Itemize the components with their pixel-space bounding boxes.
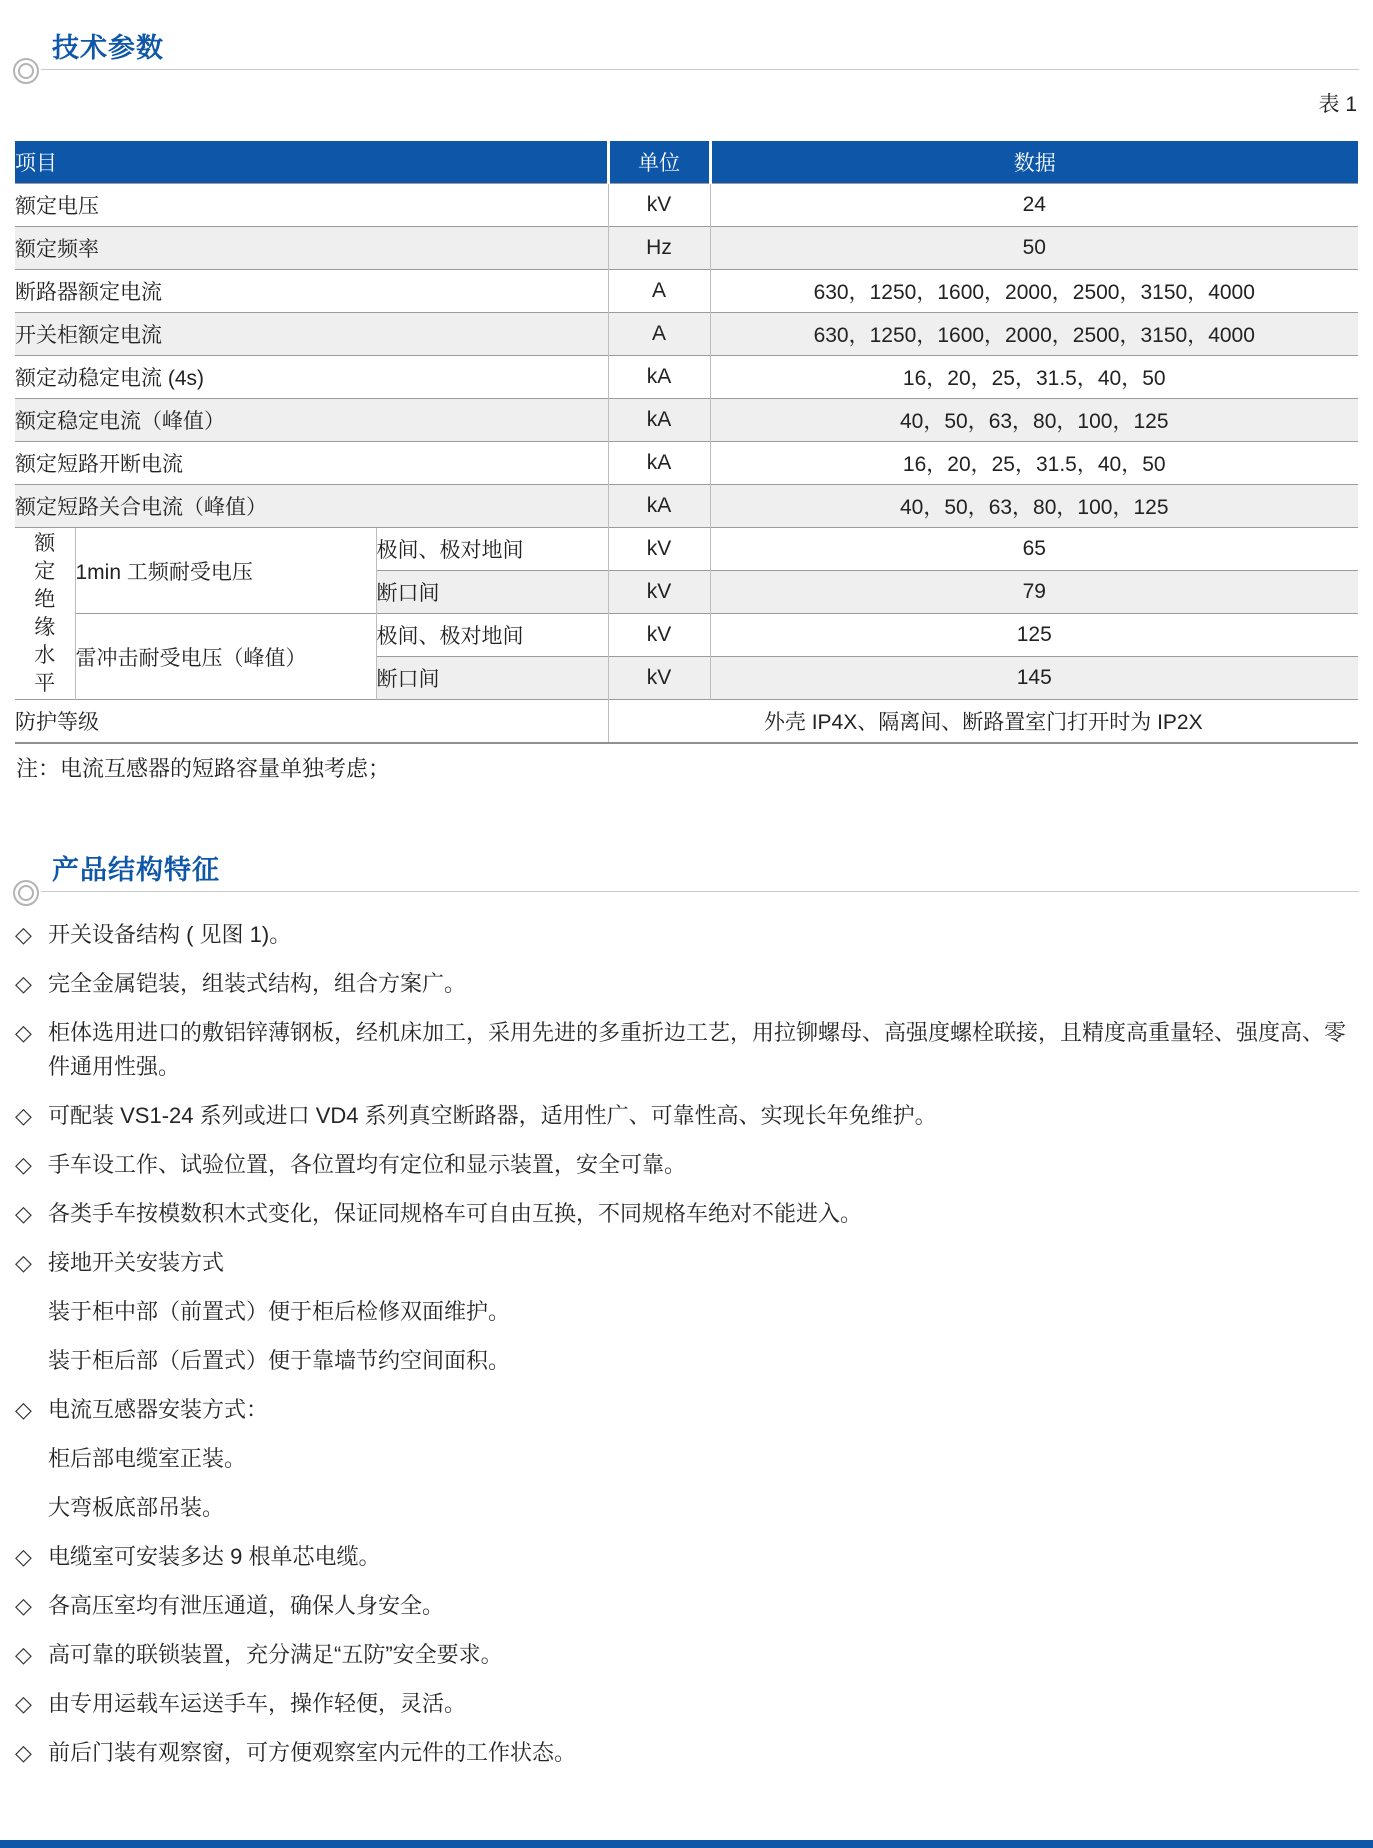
feature-item-text: 开关设备结构 ( 见图 1)。 <box>48 922 292 947</box>
feature-item <box>15 1393 1359 1427</box>
cell-protection-data: 外壳 IP4X、隔离间、断路置室门打开时为 IP2X <box>608 700 1358 744</box>
section-marker-icon <box>13 880 39 906</box>
cell-unit: kV <box>608 184 710 227</box>
feature-item <box>15 1148 1359 1182</box>
feature-sub-item <box>15 1344 1359 1378</box>
cell-item: 额定短路关合电流（峰值） <box>15 485 608 528</box>
cell-unit: kV <box>608 528 710 571</box>
feature-item-text: 大弯板底部吊装。 <box>48 1495 225 1520</box>
table-row <box>15 700 1358 744</box>
cell-data: 16，20，25，31.5，40，50 <box>710 356 1358 399</box>
cell-insulation-group <box>15 528 75 700</box>
section-marker-inner-ring <box>18 63 34 79</box>
cell-condition: 断口间 <box>376 571 608 614</box>
feature-item-text: 装于柜后部（后置式）便于靠墙节约空间面积。 <box>48 1348 511 1373</box>
diamond-bullet-icon: ◇ <box>15 1691 32 1716</box>
technical-parameters-table <box>15 141 1358 744</box>
header-data: 数据 <box>710 141 1358 184</box>
table-row <box>15 442 1358 485</box>
section-divider-line <box>41 69 1359 70</box>
cell-protection-item: 防护等级 <box>15 700 608 744</box>
feature-sub-item <box>15 1491 1359 1525</box>
diamond-bullet-icon: ◇ <box>15 1250 32 1275</box>
cell-item: 额定频率 <box>15 227 608 270</box>
feature-item <box>15 1099 1359 1133</box>
cell-condition: 极间、极对地间 <box>376 528 608 571</box>
cell-item: 额定短路开断电流 <box>15 442 608 485</box>
feature-item <box>15 1540 1359 1574</box>
feature-item <box>15 918 1359 952</box>
table-header-row <box>15 141 1358 184</box>
table-row <box>15 485 1358 528</box>
feature-sub-item <box>15 1295 1359 1329</box>
cell-unit: kA <box>608 356 710 399</box>
feature-item-text: 电缆室可安装多达 9 根单芯电缆。 <box>48 1544 381 1569</box>
feature-item <box>15 1736 1359 1770</box>
cell-data: 630，1250，1600，2000，2500，3150，4000 <box>710 270 1358 313</box>
table-row <box>15 184 1358 227</box>
cell-condition: 断口间 <box>376 657 608 700</box>
cell-data: 50 <box>710 227 1358 270</box>
cell-condition: 极间、极对地间 <box>376 614 608 657</box>
footer-accent-bar <box>0 1840 1373 1848</box>
feature-item-text: 前后门装有观察窗，可方便观察室内元件的工作状态。 <box>48 1740 577 1765</box>
cell-item: 额定稳定电流（峰值） <box>15 399 608 442</box>
cell-data: 40，50，63，80，100，125 <box>710 399 1358 442</box>
header-item: 项目 <box>15 141 608 184</box>
cell-data: 79 <box>710 571 1358 614</box>
feature-item-text: 接地开关安装方式 <box>48 1250 225 1275</box>
table-row <box>15 356 1358 399</box>
cell-data: 125 <box>710 614 1358 657</box>
cell-unit: kV <box>608 614 710 657</box>
cell-item: 额定动稳定电流 (4s) <box>15 356 608 399</box>
diamond-bullet-icon: ◇ <box>15 1201 32 1226</box>
feature-item <box>15 1589 1359 1623</box>
section-marker-icon <box>13 58 39 84</box>
insulation-group-label: 额定绝缘水平 <box>34 531 56 695</box>
feature-item-text: 装于柜中部（前置式）便于柜后检修双面维护。 <box>48 1299 511 1324</box>
cell-item: 额定电压 <box>15 184 608 227</box>
table-number-label: 表 1 <box>1318 93 1357 116</box>
cell-unit: kV <box>608 571 710 614</box>
feature-item-text: 可配装 VS1-24 系列或进口 VD4 系列真空断路器，适用性广、可靠性高、实现长年免维护。 <box>48 1103 937 1128</box>
diamond-bullet-icon: ◇ <box>15 1020 32 1045</box>
feature-item-text: 电流互感器安装方式： <box>48 1397 269 1422</box>
table-row <box>15 614 1358 657</box>
cell-item: 断路器额定电流 <box>15 270 608 313</box>
section-divider-line <box>41 891 1359 892</box>
cell-unit: A <box>608 270 710 313</box>
feature-item-text: 高可靠的联锁装置，充分满足“五防”安全要求。 <box>48 1642 503 1667</box>
feature-item <box>15 1638 1359 1672</box>
diamond-bullet-icon: ◇ <box>15 1593 32 1618</box>
feature-item-text: 柜体选用进口的敷铝锌薄钢板，经机床加工，采用先进的多重折边工艺，用拉铆螺母、高强度螺栓联接，且精度高重量轻、强度高、零件通用性强。 <box>48 1020 1347 1079</box>
diamond-bullet-icon: ◇ <box>15 1152 32 1177</box>
cell-data: 24 <box>710 184 1358 227</box>
feature-item <box>15 1016 1359 1084</box>
section-title-product-structure: 产品结构特征 <box>52 855 220 885</box>
cell-item: 开关柜额定电流 <box>15 313 608 356</box>
section-marker-inner-ring <box>18 885 34 901</box>
cell-unit: kA <box>608 485 710 528</box>
diamond-bullet-icon: ◇ <box>15 1544 32 1569</box>
table-row <box>15 399 1358 442</box>
feature-list <box>15 918 1359 1785</box>
diamond-bullet-icon: ◇ <box>15 922 32 947</box>
cell-data: 16，20，25，31.5，40，50 <box>710 442 1358 485</box>
feature-item-text: 手车设工作、试验位置，各位置均有定位和显示装置，安全可靠。 <box>48 1152 687 1177</box>
cell-unit: kA <box>608 399 710 442</box>
feature-item-text: 各类手车按模数积木式变化，保证同规格车可自由互换，不同规格车绝对不能进入。 <box>48 1201 863 1226</box>
feature-item-text: 由专用运载车运送手车，操作轻便，灵活。 <box>48 1691 467 1716</box>
feature-item <box>15 1687 1359 1721</box>
diamond-bullet-icon: ◇ <box>15 1642 32 1667</box>
feature-item-text: 各高压室均有泄压通道，确保人身安全。 <box>48 1593 445 1618</box>
cell-unit: kA <box>608 442 710 485</box>
cell-data: 65 <box>710 528 1358 571</box>
table-row <box>15 313 1358 356</box>
cell-data: 145 <box>710 657 1358 700</box>
diamond-bullet-icon: ◇ <box>15 1740 32 1765</box>
table-row <box>15 528 1358 571</box>
table-footnote: 注：电流互感器的短路容量单独考虑； <box>16 756 391 781</box>
feature-sub-item <box>15 1442 1359 1476</box>
section-title-technical-parameters: 技术参数 <box>52 33 164 63</box>
table-row <box>15 227 1358 270</box>
cell-subgroup-power-frequency: 1min 工频耐受电压 <box>75 528 376 614</box>
diamond-bullet-icon: ◇ <box>15 1103 32 1128</box>
feature-item <box>15 1246 1359 1280</box>
header-unit: 单位 <box>608 141 710 184</box>
cell-data: 630，1250，1600，2000，2500，3150，4000 <box>710 313 1358 356</box>
feature-item <box>15 967 1359 1001</box>
diamond-bullet-icon: ◇ <box>15 1397 32 1422</box>
diamond-bullet-icon: ◇ <box>15 971 32 996</box>
feature-item-text: 柜后部电缆室正装。 <box>48 1446 247 1471</box>
cell-unit: kV <box>608 657 710 700</box>
cell-unit: Hz <box>608 227 710 270</box>
cell-unit: A <box>608 313 710 356</box>
cell-data: 40，50，63，80，100，125 <box>710 485 1358 528</box>
feature-item-text: 完全金属铠装，组装式结构，组合方案广。 <box>48 971 467 996</box>
feature-item <box>15 1197 1359 1231</box>
cell-subgroup-lightning-impulse: 雷冲击耐受电压（峰值） <box>75 614 376 700</box>
table-row <box>15 270 1358 313</box>
